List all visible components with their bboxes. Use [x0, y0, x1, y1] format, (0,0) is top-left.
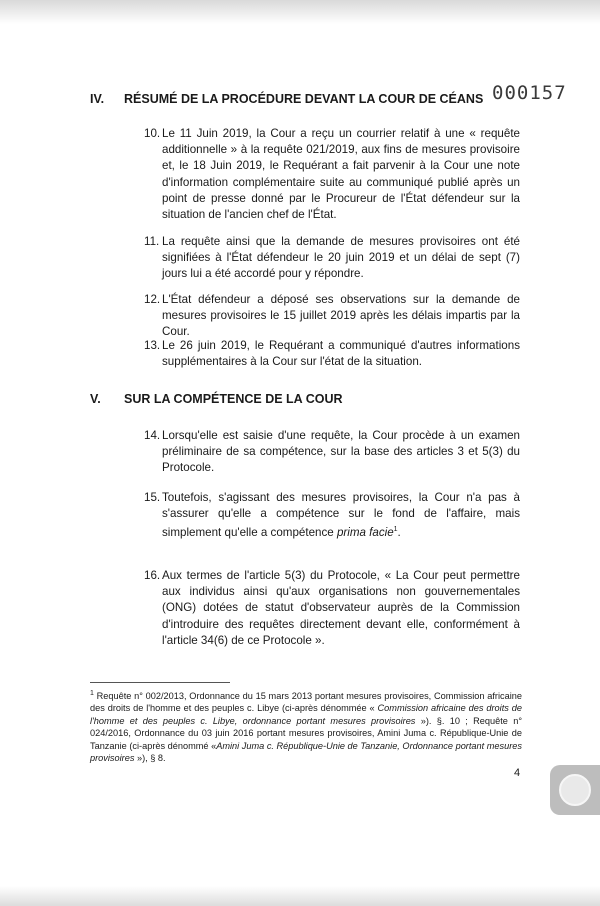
circle-button-icon [559, 774, 591, 806]
footnote-1 [90, 688, 522, 765]
footnote-marker: 1 [90, 690, 94, 697]
paragraph-number: 12. [144, 293, 161, 306]
italic-run: Amini Juma c. République-Unie de Tanzanie, Ordonnance portant mesures provisoires [90, 740, 522, 764]
paragraph-text: Lorsqu'elle est saisie d'une requête, la Cour procède à un examen préliminaire de sa compétence, sur la base des articles 3 et 5(3) du Protocole. [162, 429, 520, 475]
floating-nav-button[interactable] [550, 765, 600, 815]
italic-run: Commission africaine des droits de l'homme et des peuples c. Libye, ordonnance portant mesures provisoires [90, 703, 522, 726]
section-number: V. [90, 392, 101, 406]
paragraph-number: 14. [144, 429, 161, 442]
paragraph-number: 16. [144, 569, 161, 582]
paragraph-number: 10. [144, 127, 161, 140]
text-run: . [397, 526, 401, 540]
text-run: »), § 8. [134, 753, 166, 764]
paragraph-number: 15. [144, 491, 161, 504]
paragraph-text: Le 11 Juin 2019, la Cour a reçu un courrier relatif à une « requête additionnelle » à la requête 021/2019, aux fins de mesures provisoire et, le 18 Juin 2019, le Requérant a fait parvenir à la Cour une note d'information complémentaire suite au communiqué publié après un point de presse donné par le Procureur de l'État défendeur sur la situation de l'ancien chef de l'État. [162, 127, 520, 222]
paragraph-16 [144, 568, 520, 649]
footnote-ref[interactable]: 1 [393, 526, 398, 534]
text-run: »). §. 10 ; Requête n° 024/2016, Ordonnance du 03 juin 2016 portant mesures provisoires, Amini Juma c. République-Unie de Tanzanie (ci-après dénommé « [90, 715, 522, 751]
page-stamp-number: 000157 [492, 82, 567, 104]
paragraph-14 [144, 428, 520, 477]
paragraph-10 [144, 126, 520, 223]
paragraph-number: 11. [144, 235, 160, 248]
text-run: Requête n° 002/2013, Ordonnance du 15 mars 2013 portant mesures provisoires, Commission africaine des droits de l'homme et des peuples c. Libye (ci-après dénommée « [90, 691, 522, 714]
italic-run: prima facie [336, 526, 394, 540]
paragraph-text: Le 26 juin 2019, le Requérant a communiqué d'autres informations supplémentaires à la Cour sur l'état de la situation. [162, 339, 520, 369]
page-number: 4 [514, 767, 521, 779]
paragraph-number: 13. [144, 339, 161, 352]
section-heading-v [90, 392, 343, 406]
section-heading-iv [90, 92, 483, 106]
section-title: SUR LA COMPÉTENCE DE LA COUR [124, 392, 343, 406]
paragraph-13 [144, 338, 520, 370]
section-number: IV. [90, 92, 105, 106]
scan-edge-top [0, 0, 600, 24]
paragraph-text [144, 490, 520, 541]
paragraph-15 [144, 490, 520, 541]
paragraph-text: L'État défendeur a déposé ses observations sur la demande de mesures provisoires le 15 juillet 2019 après les délais impartis par la Cour. [162, 293, 520, 339]
paragraph-text: La requête ainsi que la demande de mesures provisoires ont été signifiées à l'État défendeur le 20 juin 2019 et un délai de sept (7) jours lui a été accordé pour y répondre. [162, 235, 520, 281]
section-title: RÉSUMÉ DE LA PROCÉDURE DEVANT LA COUR DE CÉANS [124, 92, 484, 106]
paragraph-11 [144, 234, 520, 283]
paragraph-text: Aux termes de l'article 5(3) du Protocole, « La Cour peut permettre aux individus ainsi qu'aux organisations non gouvernementales (ONG) dotées de statut d'observateur auprès de la Commission d'introduire des requêtes directement devant elle, conformément à l'article 34(6) de ce Protocole ». [162, 569, 520, 647]
paragraph-12 [144, 292, 520, 341]
text-run: Toutefois, s'agissant des mesures provisoires, la Cour n'a pas à s'assurer qu'elle a compétence sur le fond de l'affaire, mais simplement qu'elle a compétence [162, 491, 520, 540]
scan-edge-bottom [0, 886, 600, 906]
footnote-divider [90, 682, 230, 683]
